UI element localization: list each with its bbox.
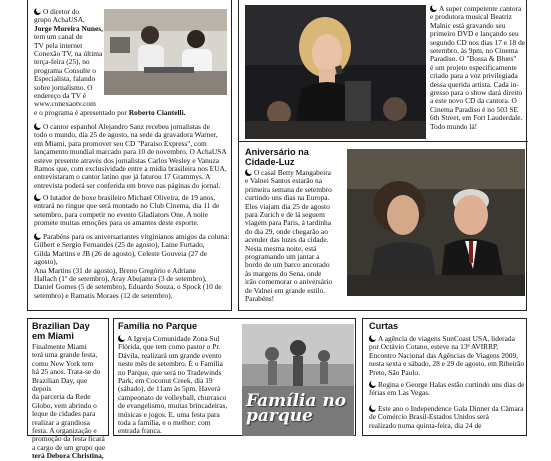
curtas-title: Curtas	[369, 321, 399, 331]
text-line: no Parque, que será no Tradewinds	[118, 367, 222, 377]
text-line: O casal Betty Mangabeira	[245, 169, 347, 177]
text-line: é um projeto especificamente	[430, 62, 517, 72]
text-line: e produtora musical Beatriz	[430, 12, 512, 22]
text-line: sobre jornalismo. O	[34, 82, 93, 92]
text-line: leque de cidades para	[32, 409, 96, 419]
text-line: promoção da festa ficará	[32, 434, 105, 444]
anniversary-text	[245, 169, 347, 304]
text-line: curtindo uns dias na Europa.	[245, 193, 330, 203]
text-line: A agência de viagens SunCoast USA, liderada	[369, 335, 527, 343]
text-line: Jorge Moreira Nunes,	[34, 23, 104, 33]
text-line: Parabéns para os aniversariantes virginianos amigos da coluna:	[34, 233, 230, 241]
news-item-birthdays	[34, 233, 230, 300]
text-line: entrará no ringue que será montado no Club Cinema, dia 11 de	[34, 201, 220, 211]
text-line: neste mês de setembro. É o Família	[118, 359, 223, 369]
text-line: para Zurich e de lá seguem	[245, 210, 325, 220]
curtas-item-halas	[369, 381, 527, 398]
text-line: nesta sexta e sábado, 28 e 29 de agosto, em Ribeirão	[369, 359, 525, 369]
text-line: A Igreja Comunidade Zona Sul	[118, 335, 240, 343]
familia-text	[118, 335, 240, 436]
text-line: entrevistaram o cantor latino que já faturou 17 Grammys. A	[34, 172, 211, 182]
crescent-moon-icon	[369, 405, 376, 412]
text-line: TV pela internet	[34, 40, 83, 50]
text-line: (sábado), de 11am às 5pm. Haverá	[118, 384, 221, 394]
title-line: Brazilian Day	[32, 321, 90, 331]
intro-text	[34, 8, 106, 109]
column-panel-curtas	[362, 318, 527, 436]
text-line: criado para a voz privilegiada	[430, 71, 518, 81]
text-line: Eles viajam dia 25 de agosto	[245, 201, 330, 211]
text-line: Ramos que, com exclusividade entre a mídia brasileira nos EUA,	[34, 164, 227, 174]
intro-text-end	[34, 109, 229, 117]
text-line: gresso para o show dará direito	[430, 88, 523, 98]
text-line: em Miami, para promover seu CD "Paraíso Express", com	[34, 138, 207, 148]
text-line: promete muitas emoções para os amantes deste esporte.	[34, 218, 199, 228]
news-item-alejandro-sanz	[34, 123, 230, 190]
column-panel-brazilian-day	[27, 318, 109, 461]
text-line: primeiro DVD e lançando seu	[430, 29, 519, 39]
text-line: www.conexaotv.com	[34, 99, 96, 109]
text-line: Globo, vem abrindo o	[32, 400, 97, 410]
text-line: Parabéns!	[245, 294, 275, 304]
text-line: bordo de um barco ancorado	[245, 260, 330, 270]
text-line: toda a família, e o melhor: com	[118, 418, 211, 428]
text-line: programa Consulte o	[34, 65, 96, 75]
text-line: 6th Street, em Fort Lauderdale.	[430, 113, 523, 123]
text-line: todo o mundo, dia 25 de agosto, na sede da gravadora Warner,	[34, 130, 218, 140]
text-line: O lutador de boxe brasileiro Michael Oliveira, de 19 anos,	[34, 194, 230, 202]
text-line: e Valnei Santos estarão na	[245, 176, 323, 186]
title-line: Cidade-Luz	[245, 157, 295, 167]
text-line: Ana Martins (31 de agosto), Breno Gregório e Adriane	[34, 265, 196, 275]
text-line: músicas e jogos. E, uma festa para	[118, 409, 220, 419]
column-panel-familia-no-parque	[113, 318, 356, 436]
brazilian-day-text	[32, 343, 108, 461]
text-line: a este novo CD da cantora. O	[430, 96, 517, 106]
text-line: setembro, para competir no evento Gladiators One. A noite	[34, 209, 209, 219]
text-line: Cinema Paradiso é no 503 SE	[430, 104, 519, 114]
text-line: de Valnei em grande estilo.	[245, 285, 326, 295]
text-line: Paradiso. O "Bossa & Blues"	[430, 54, 517, 64]
text-line: a cargo de um grupo que	[32, 442, 106, 452]
text-line: setembro) e Ramatis Moraes (12 de setembro).	[34, 290, 173, 300]
anniversary-title	[245, 147, 345, 167]
familia-title: Família no Parque	[118, 321, 198, 331]
text-line: dessa querida artista. Cada in-	[430, 79, 519, 89]
text-line: Gilda Martins e JB (26 de agosto), Celeste Gouveia (27 de agosto),	[34, 248, 208, 267]
brazilian-day-title	[32, 321, 110, 341]
photo-beatriz-malnic	[245, 5, 426, 139]
text-line: O cantor espanhol Alejandro Sanz recebeu jornalistas de	[34, 123, 230, 131]
text-line: Especialista, falando	[34, 74, 96, 84]
text-line: Brazilian Day, que depois	[32, 375, 88, 394]
text-line: Preto, São Paulo.	[369, 367, 420, 377]
text-line: lançamento mundial marcado para 10 de novembro. O AchaUSA	[34, 147, 227, 157]
photo-betty-and-valnei	[347, 149, 525, 296]
crescent-moon-icon	[245, 169, 252, 176]
text-line: segundo CD nos dias 17 e 18 de	[430, 37, 526, 47]
crescent-moon-icon	[118, 335, 125, 342]
text-line: às margens do Sena, onde	[245, 268, 322, 278]
text-line: realizado numa quinta-feira, dia 24 de	[369, 420, 482, 430]
text-line: esteve presente através dos jornalistas Carlos Wesley e Vanuza	[34, 155, 220, 165]
text-line: Flórida, que tem como pastor o Pr.	[118, 342, 221, 352]
text-line: primeira semana de setembro	[245, 184, 332, 194]
text-line: Gilbert e Sergio Fernandes (25 de agosto), Laine Furtado,	[34, 240, 205, 250]
text-line: Este ano o Independence Gala Dinner da Câmara	[369, 405, 527, 413]
text-line: terá Debora Christina,	[32, 451, 104, 461]
title-line: em Miami	[32, 331, 74, 341]
text-line: terça-feira (25), no	[34, 57, 90, 67]
text-line: realizar a grandiosa	[32, 417, 90, 427]
text-line: Conexão TV, na última	[34, 49, 103, 59]
text-line: de evangelismo, muitas brincadeiras,	[118, 401, 228, 411]
news-item-michael-oliveira	[34, 194, 230, 228]
text-line: Hallach (1º de setembro), Aray Abujamra (3 de setembro),	[34, 274, 207, 284]
crescent-moon-icon	[430, 5, 437, 12]
text-line: por Octávio Cotano, esteve na 13ª AVIRRP,	[369, 342, 499, 352]
text-line: Regina e George Halas estão curtindo uns dias de	[369, 381, 527, 389]
text-line: grupo AchaUSA,	[34, 15, 85, 25]
text-line: Nesta mesma noite, está	[245, 243, 317, 253]
text-line: setembro, às 9pm, no Cinema	[430, 46, 518, 56]
text-line: programando um jantar a	[245, 252, 320, 262]
text-line: como New York tem	[32, 358, 94, 368]
crescent-moon-icon	[34, 123, 41, 130]
text-line: entrevista poderá ser conferida em breve nas páginas do jornal.	[34, 180, 221, 190]
crescent-moon-icon	[34, 194, 41, 201]
crescent-moon-icon	[34, 8, 41, 15]
text-line: e o programa é apresentado por	[34, 108, 127, 117]
beatriz-malnic-text	[430, 5, 526, 131]
text-line: A super competente cantora	[430, 5, 526, 13]
text-line: férias em Las Vegas.	[369, 388, 431, 398]
curtas-item-gala-dinner	[369, 405, 527, 430]
crescent-moon-icon	[369, 381, 376, 388]
text-line: irão comemorar o aniversário	[245, 277, 333, 287]
text-line: Daniel Gomes (5 de setembro), Eduardo Souza, o Spock (10 de	[34, 282, 222, 292]
column-panel-top-right	[238, 0, 527, 311]
photo-caption: Família no parque	[246, 391, 347, 426]
text-line: campeonato de volleyball, churrasco	[118, 392, 227, 402]
text-line: há 25 anos. Trata-se do	[32, 367, 101, 377]
text-line: viagem para Paris, à tardinha	[245, 218, 331, 228]
text-line: de Comércio Brasil-Estados Unidos será	[369, 412, 489, 422]
text-line: Park, em Coconut Creek, dia 19	[118, 376, 213, 386]
curtas-item-suncoast	[369, 335, 527, 377]
text-line: da parceria da Rede	[32, 392, 91, 402]
divider	[239, 141, 528, 142]
text-line: do dia 29, onde chegarão ao	[245, 226, 328, 236]
crescent-moon-icon	[34, 233, 41, 240]
text-line: Todo mundo lá!	[430, 121, 478, 131]
photo-familia-no-parque	[242, 324, 354, 436]
text-line: entrada franca.	[118, 426, 162, 436]
title-line: Aniversário na	[245, 147, 309, 157]
text-line: terá uma grande festa,	[32, 350, 98, 360]
text-line: acender das luzes da cidade.	[245, 235, 329, 245]
presenter-name: Roberto Ciantelli.	[128, 108, 186, 117]
photo-jorge-moreira-nunes	[104, 9, 227, 95]
text-line: endereço da TV é	[34, 91, 87, 101]
text-line: festa. A organização e	[32, 426, 97, 436]
column-panel-top-left	[27, 0, 232, 311]
text-line: Finalmente Miami	[32, 342, 87, 351]
text-line: Malnic está gravando seu	[430, 20, 506, 30]
text-line: O diretor do	[34, 8, 106, 16]
text-line: tem um canal de	[34, 32, 83, 42]
text-line: Encontro Nacional das Agências de Viagens 2009,	[369, 350, 519, 360]
crescent-moon-icon	[369, 335, 376, 342]
text-line: Dávila, realizará um grande evento	[118, 350, 222, 360]
